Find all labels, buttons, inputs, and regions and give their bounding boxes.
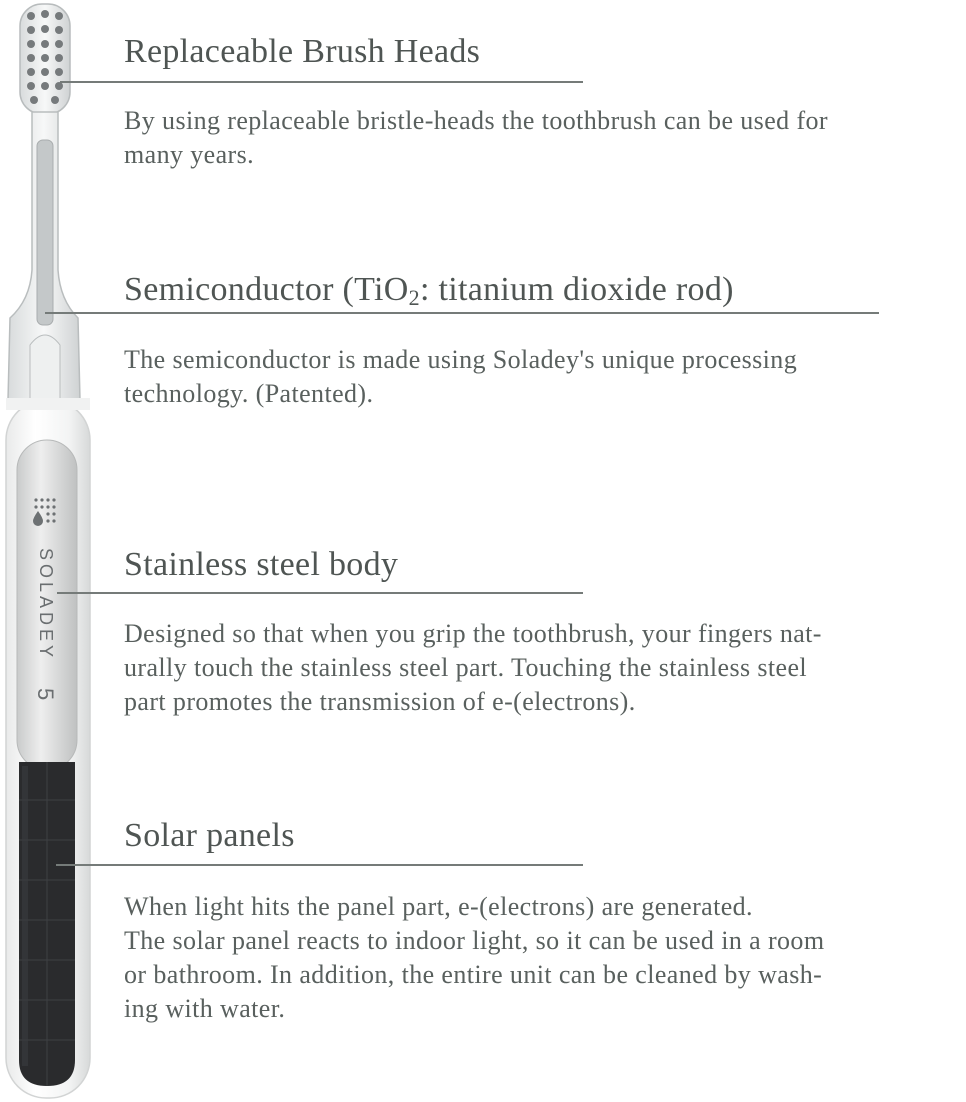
brush-head (20, 4, 70, 114)
feature-description: By using replaceable bristle-heads the toothbrush can be used for many years. (124, 106, 828, 169)
solar-panel (19, 762, 75, 1086)
toothbrush-illustration (0, 0, 100, 1102)
model-number: 5 (33, 688, 58, 701)
feature-title: Stainless steel body (124, 546, 399, 583)
feature-brush-heads (124, 32, 828, 172)
feature-solar-panels (124, 816, 824, 1026)
feature-title: Semiconductor (TiO2: titanium dioxide rod) (124, 271, 734, 310)
feature-description: Designed so that when you grip the toothbrush, your fingers nat- urally touch the stainless steel part. Touching the stainless steel part promotes the transmission of e-(electrons). (124, 619, 822, 716)
feature-description: When light hits the panel part, e-(electrons) are generated. The solar panel reacts to indoor light, so it can be used in a room or bathroom. In addition, the entire unit can be cleaned by wash- ing with water. (124, 892, 825, 1023)
feature-steel-body (124, 545, 822, 719)
feature-title: Solar panels (124, 817, 295, 854)
feature-description: The semiconductor is made using Soladey's unique processing technology. (Patented). (124, 345, 798, 408)
feature-title: Replaceable Brush Heads (124, 33, 481, 70)
feature-semiconductor (124, 270, 797, 411)
brand-text: SOLADEY (36, 548, 56, 662)
brush-neck (8, 112, 80, 400)
